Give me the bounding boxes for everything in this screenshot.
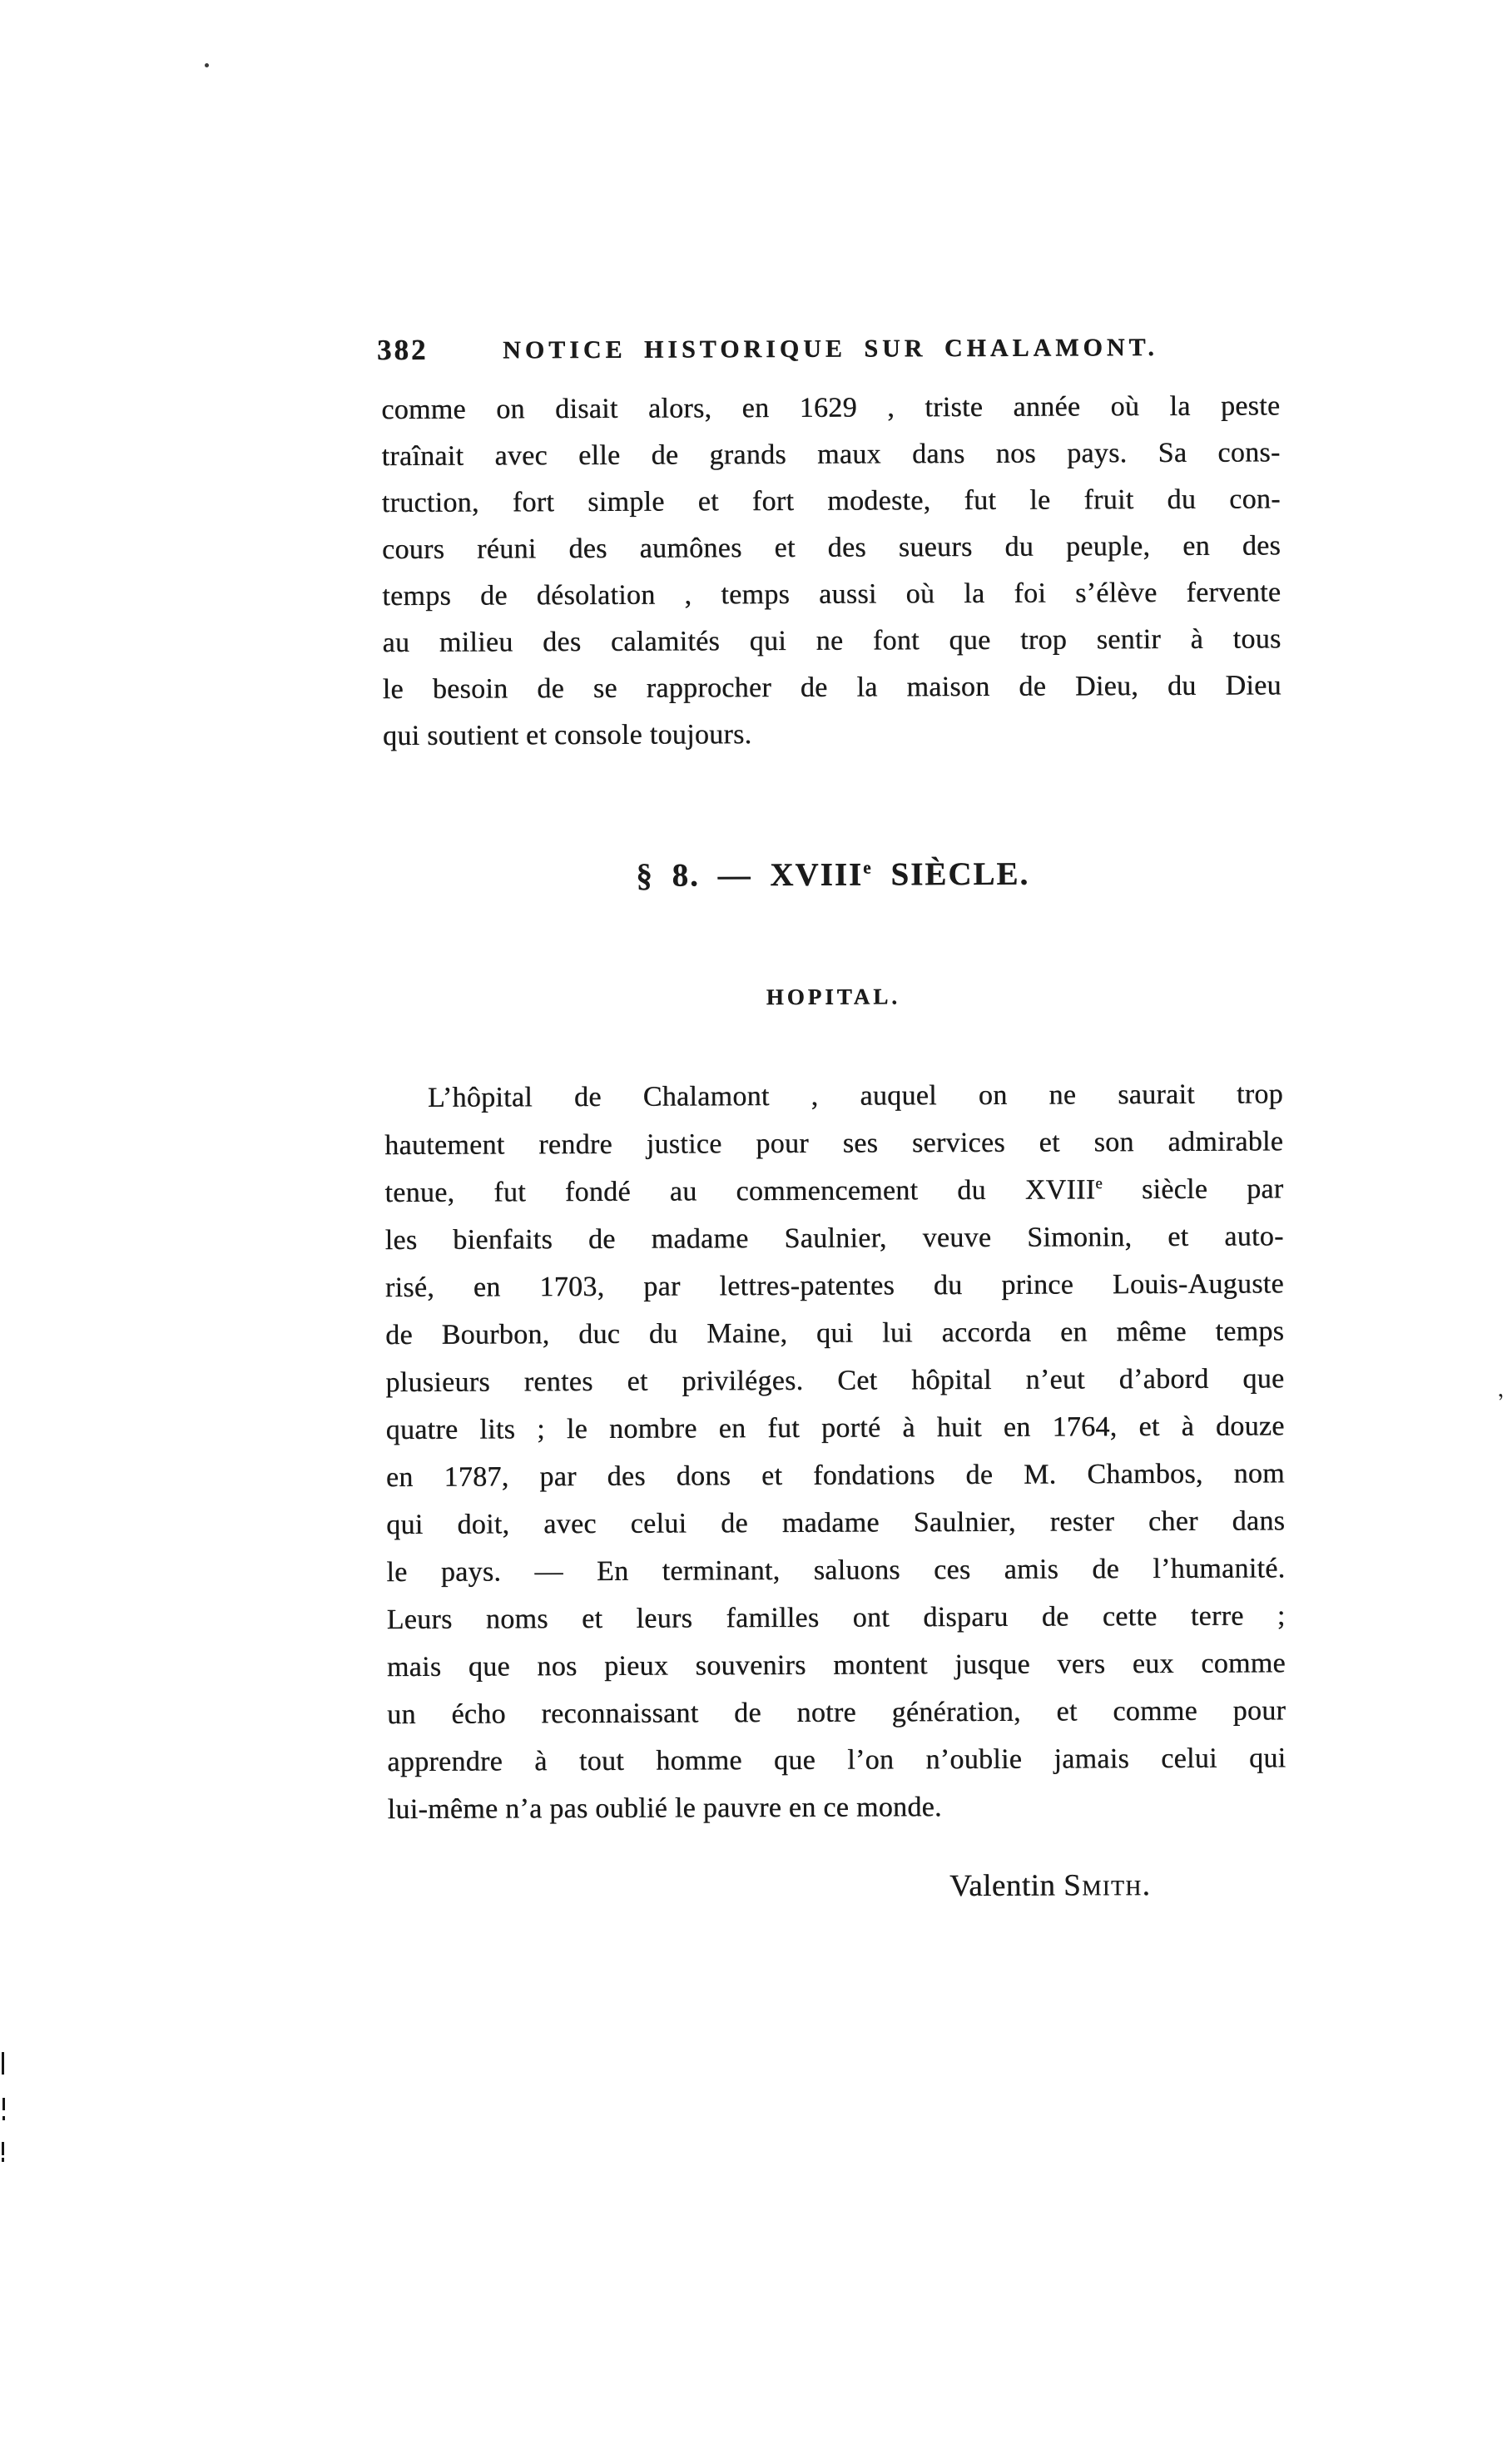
text-line: un écho reconnaissant de notre génération, et comme pour bbox=[387, 1695, 1286, 1730]
signature-given: Valentin bbox=[949, 1868, 1064, 1903]
left-margin-mark bbox=[2, 2052, 4, 2075]
paragraph-hopital bbox=[384, 1070, 1286, 1833]
signature bbox=[949, 1867, 1152, 1904]
text-line: tenue, fut fondé au commencement du XVIIIe siècle par bbox=[384, 1173, 1284, 1208]
text-line: temps de désolation , temps aussi où la foi s’élève fervente bbox=[382, 577, 1281, 612]
left-margin-mark bbox=[2, 2098, 5, 2110]
text-line: apprendre à tout homme que l’on n’oublie jamais celui qui bbox=[387, 1743, 1286, 1777]
left-margin-mark bbox=[2, 2142, 4, 2155]
text-line: en 1787, par des dons et fondations de M. Chambos, nom bbox=[385, 1458, 1285, 1493]
left-margin-mark bbox=[2, 2116, 5, 2120]
signature-family: Smith. bbox=[1063, 1867, 1152, 1903]
ink-speck bbox=[205, 63, 209, 67]
text-line: L’hôpital de Chalamont , auquel on ne saurait trop bbox=[427, 1078, 1283, 1113]
text-line: truction, fort simple et fort modeste, fut le fruit du con- bbox=[381, 483, 1281, 518]
text-line: hautement rendre justice pour ses services et son admirable bbox=[384, 1126, 1284, 1161]
ink-speck: , bbox=[1494, 1376, 1505, 1403]
text-line: risé, en 1703, par lettres-patentes du prince Louis-Auguste bbox=[384, 1268, 1284, 1303]
page-number: 382 bbox=[376, 333, 429, 366]
text-line: au milieu des calamités qui ne font que trop sentir à tous bbox=[382, 623, 1281, 658]
text-line: les bienfaits de madame Saulnier, veuve Simonin, et auto- bbox=[384, 1221, 1284, 1256]
section-subheading: HOPITAL. bbox=[766, 984, 901, 1009]
running-title: NOTICE HISTORIQUE SUR CHALAMONT. bbox=[503, 333, 1158, 364]
text-line: lui-même n’a pas oublié le pauvre en ce monde. bbox=[387, 1792, 942, 1825]
text-line: de Bourbon, duc du Maine, qui lui accorda en même temps bbox=[385, 1316, 1285, 1351]
left-margin-mark bbox=[2, 2158, 4, 2162]
text-line: comme on disait alors, en 1629 , triste année où la peste bbox=[381, 390, 1281, 425]
section-heading: § 8. — XVIIIe SIÈCLE. bbox=[636, 855, 1030, 894]
text-line: traînait avec elle de grands maux dans nos pays. Sa cons- bbox=[381, 437, 1281, 472]
text-line: qui doit, avec celui de madame Saulnier, rester cher dans bbox=[386, 1505, 1286, 1540]
text-line: mais que nos pieux souvenirs montent jusque vers eux comme bbox=[386, 1648, 1286, 1683]
text-line: cours réuni des aumônes et des sueurs du peuple, en des bbox=[381, 530, 1281, 565]
text-line: le pays. — En terminant, saluons ces amis de l’humanité. bbox=[386, 1553, 1286, 1588]
text-line: le besoin de se rapprocher de la maison de Dieu, du Dieu bbox=[382, 670, 1281, 705]
text-line: qui soutient et console toujours. bbox=[382, 719, 752, 751]
text-line: quatre lits ; le nombre en fut porté à huit en 1764, et à douze bbox=[385, 1410, 1285, 1445]
text-line: Leurs noms et leurs familles ont disparu de cette terre ; bbox=[386, 1600, 1286, 1635]
text-line: plusieurs rentes et priviléges. Cet hôpital n’eut d’abord que bbox=[385, 1363, 1285, 1398]
paragraph-continuation bbox=[381, 383, 1281, 760]
